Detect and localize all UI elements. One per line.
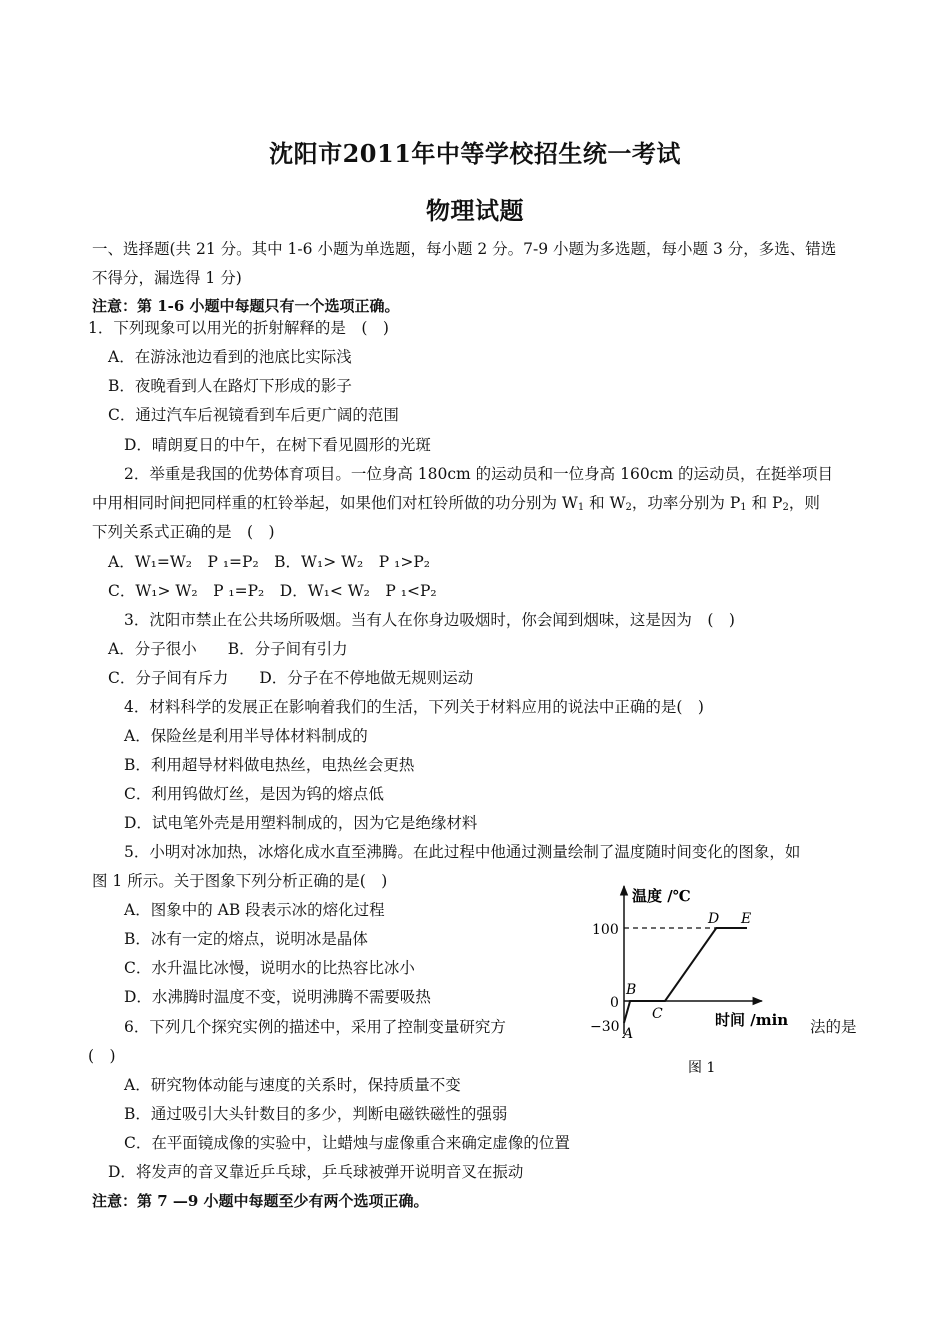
q2-options-row2: C．W₁> W₂ P ₁=P₂ D．W₁< W₂ P ₁<P₂ — [108, 582, 437, 600]
q1-option-a: A．在游泳池边看到的池底比实际浅 — [108, 348, 352, 366]
q4-option-d: D．试电笔外壳是用塑料制成的，因为它是绝缘材料 — [124, 814, 478, 832]
figure-1-temperature-graph — [590, 876, 789, 1086]
tick-0: 0 — [610, 995, 619, 1011]
q2-options-row1: A．W₁=W₂ P ₁=P₂ B．W₁> W₂ P ₁>P₂ — [108, 553, 430, 571]
tick-100: 100 — [592, 922, 619, 938]
q5-option-b: B．冰有一定的熔点，说明冰是晶体 — [124, 930, 368, 948]
q4-option-b: B．利用超导材料做电热丝，电热丝会更热 — [124, 756, 415, 774]
x-axis-label: 时间 /min — [715, 1011, 789, 1029]
q4-option-c: C．利用钨做灯丝，是因为钨的熔点低 — [124, 785, 384, 803]
q5-option-a: A．图象中的 AB 段表示冰的熔化过程 — [124, 901, 385, 919]
tick-neg30: −30 — [590, 1019, 620, 1035]
page-subtitle: 物理试题 — [426, 196, 524, 225]
q3-options-row2: C．分子间有斥力 D．分子在不停地做无规则运动 — [108, 669, 474, 687]
section-intro-line2: 不得分，漏选得 1 分) — [92, 269, 242, 287]
temperature-curve — [624, 928, 747, 1023]
point-c-label: C — [652, 1006, 663, 1022]
note-single-choice: 注意：第 1-6 小题中每题只有一个选项正确。 — [92, 297, 400, 315]
q1-option-b: B．夜晚看到人在路灯下形成的影子 — [108, 377, 352, 395]
q5-stem-line2: 图 1 所示。关于图象下列分析正确的是( ) — [92, 872, 388, 890]
q4-option-a: A．保险丝是利用半导体材料制成的 — [124, 727, 368, 745]
q6-option-c: C．在平面镜成像的实验中，让蜡烛与虚像重合来确定虚像的位置 — [124, 1134, 570, 1152]
q2-stem-line3: 下列关系式正确的是 ( ) — [92, 523, 275, 541]
point-a-label: A — [623, 1026, 634, 1042]
q1-option-c: C．通过汽车后视镜看到车后更广阔的范围 — [108, 406, 399, 424]
q6-option-a: A．研究物体动能与速度的关系时，保持质量不变 — [124, 1076, 461, 1094]
q5-stem-line1: 5．小明对冰加热，冰熔化成水直至沸腾。在此过程中他通过测量绘制了温度随时间变化的图象，如 — [124, 843, 801, 861]
figure-caption: 图 1 — [688, 1060, 716, 1076]
q1-stem: 1．下列现象可以用光的折射解释的是 ( ) — [88, 319, 389, 337]
y-axis-label: 温度 /℃ — [632, 887, 691, 905]
q4-stem: 4．材料科学的发展正在影响着我们的生活，下列关于材料应用的说法中正确的是( ) — [124, 698, 704, 716]
point-e-label: E — [741, 911, 752, 927]
q6-option-d: D．将发声的音叉靠近乒乓球，乒乓球被弹开说明音叉在振动 — [108, 1163, 524, 1181]
page-title: 沈阳市2011年中等学校招生统一考试 — [269, 139, 681, 168]
q3-stem: 3．沈阳市禁止在公共场所吸烟。当有人在你身边吸烟时，你会闻到烟味，这是因为 ( ) — [124, 611, 735, 629]
q1-option-d: D．晴朗夏日的中午，在树下看见圆形的光斑 — [124, 436, 431, 454]
q6-stem-part3: ( ) — [88, 1047, 116, 1065]
point-d-label: D — [708, 911, 720, 927]
q6-stem-part1: 6．下列几个探究实例的描述中，采用了控制变量研究方 — [124, 1018, 506, 1036]
q5-option-c: C．水升温比冰慢，说明水的比热容比冰小 — [124, 959, 415, 977]
q2-stem-line2: 中用相同时间把同样重的杠铃举起，如果他们对杠铃所做的功分别为 $W_1$ 和 $W_2$，功率分别为 $P_1$ 和 $P_2$，则 — [92, 494, 820, 513]
section-intro-line1: 一、选择题(共 21 分。其中 1-6 小题为单选题，每小题 2 分。7-9 小题为多选题，每小题 3 分，多选、错选 — [92, 240, 837, 258]
note-multi-choice: 注意：第 7 —9 小题中每题至少有两个选项正确。 — [92, 1192, 429, 1210]
point-b-label: B — [626, 982, 637, 998]
q2-stem-line1: 2．举重是我国的优势体育项目。一位身高 180cm 的运动员和一位身高 160cm 的运动员，在挺举项目 — [124, 465, 833, 483]
q3-options-row1: A．分子很小 B．分子间有引力 — [108, 640, 348, 658]
q5-option-d: D．水沸腾时温度不变，说明沸腾不需要吸热 — [124, 988, 431, 1006]
q6-option-b: B．通过吸引大头针数目的多少，判断电磁铁磁性的强弱 — [124, 1105, 508, 1123]
q6-stem-part2: 法的是 — [810, 1018, 857, 1036]
